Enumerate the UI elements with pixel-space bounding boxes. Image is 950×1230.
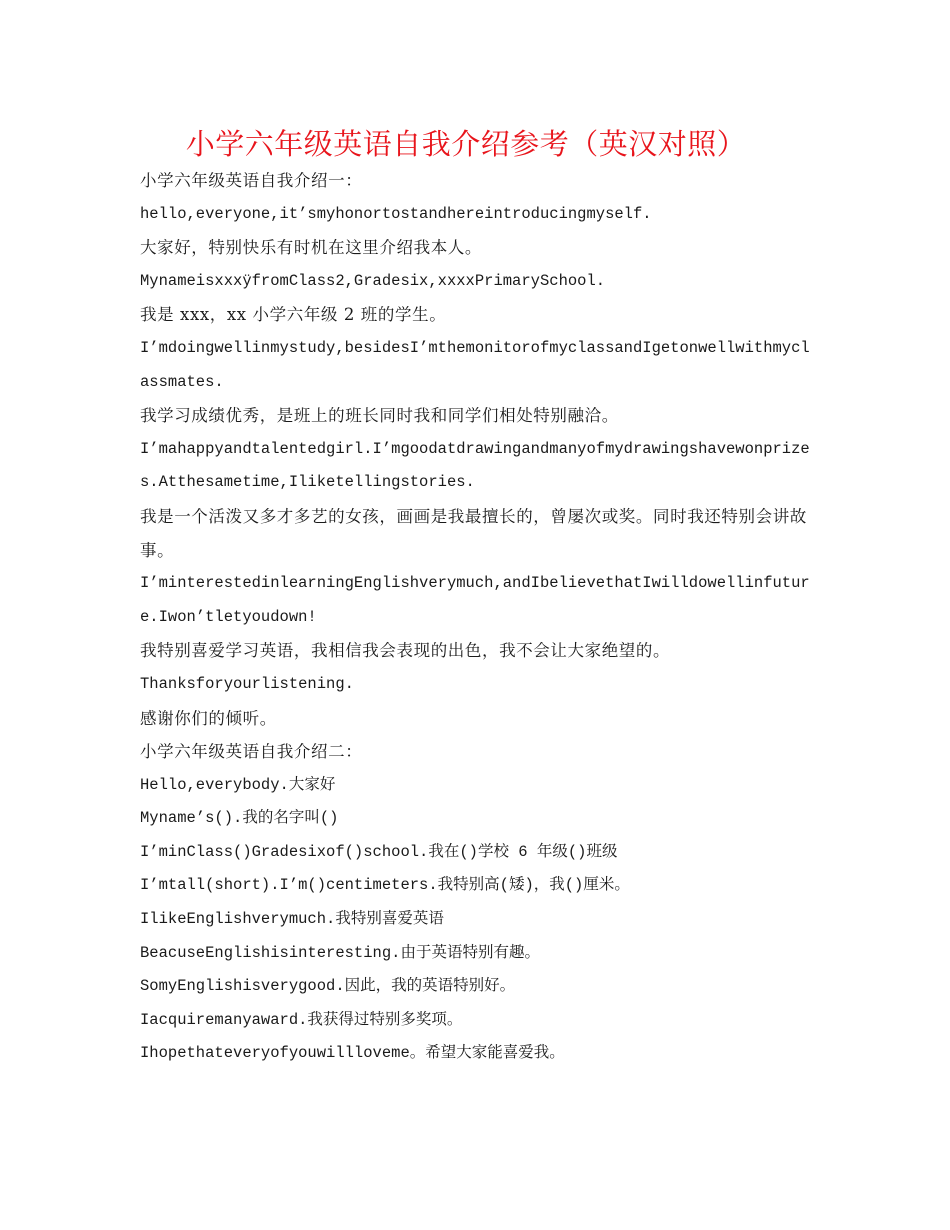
paragraph-line: SomyEnglishisverygood.因此，我的英语特别好。 [140,977,516,996]
paragraph-line: Ihopethateveryofyouwillloveme。希望大家能喜爱我。 [140,1044,565,1063]
paragraph-line: I’mtall(short).I’m()centimeters.我特别高(矮)，我()厘米。 [140,876,630,895]
paragraph-line: 我学习成绩优秀，是班上的班长同时我和同学们相处特别融洽。 [140,406,619,426]
paragraph-line: Myname’s().我的名字叫() [140,809,339,828]
paragraph-line: I’mahappyandtalentedgirl.I’mgoodatdrawingandmanyofmydrawingshavewonprizes.Atthesametime,Iliketellingstories. [140,439,810,492]
paragraph-line: BeacuseEnglishisinteresting.由于英语特别有趣。 [140,943,540,962]
paragraph-line: IlikeEnglishverymuch.我特别喜爱英语 [140,910,444,929]
paragraph-line: I’minClass()Gradesixof()school.我在()学校 6 年级()班级 [140,842,618,861]
paragraph-line: I’mdoingwellinmystudy,besidesI’mthemonitorofmyclassandIgetonwellwithmyclassmates. [140,338,810,391]
section-heading: 小学六年级英语自我介绍二： [140,742,363,762]
paragraph-line: MynameisxxxÿfromClass2,Gradesix,xxxxPrimarySchool. [140,271,606,290]
paragraph-line: hello,everyone,it’smyhonortostandhereintroducingmyself. [140,204,652,223]
paragraph-line: 我是一个活泼又多才多艺的女孩，画画是我最擅长的，曾屡次或奖。同时我还特别会讲故事。 [140,506,807,560]
paragraph-line: 大家好，特别快乐有时机在这里介绍我本人。 [140,238,482,258]
document-title: 小学六年级英语自我介绍参考（英汉对照） [185,127,747,161]
paragraph-line: Hello,everybody.大家好 [140,775,336,794]
paragraph-line: Thanksforyourlistening. [140,674,354,693]
paragraph-line: 我是 xxx，xx 小学六年级 2 班的学生。 [140,305,447,325]
paragraph-line: I’minterestedinlearningEnglishverymuch,andIbelievethatIwilldowellinfuture.Iwon’tletyoudown! [140,574,810,626]
section-heading: 小学六年级英语自我介绍一： [140,171,363,190]
document-body [140,164,812,1071]
paragraph-line: 我特别喜爱学习英语，我相信我会表现的出色，我不会让大家绝望的。 [140,641,671,661]
paragraph-line: Iacquiremanyaward.我获得过特别多奖项。 [140,1010,463,1029]
paragraph-line: 感谢你们的倾听。 [140,708,277,728]
